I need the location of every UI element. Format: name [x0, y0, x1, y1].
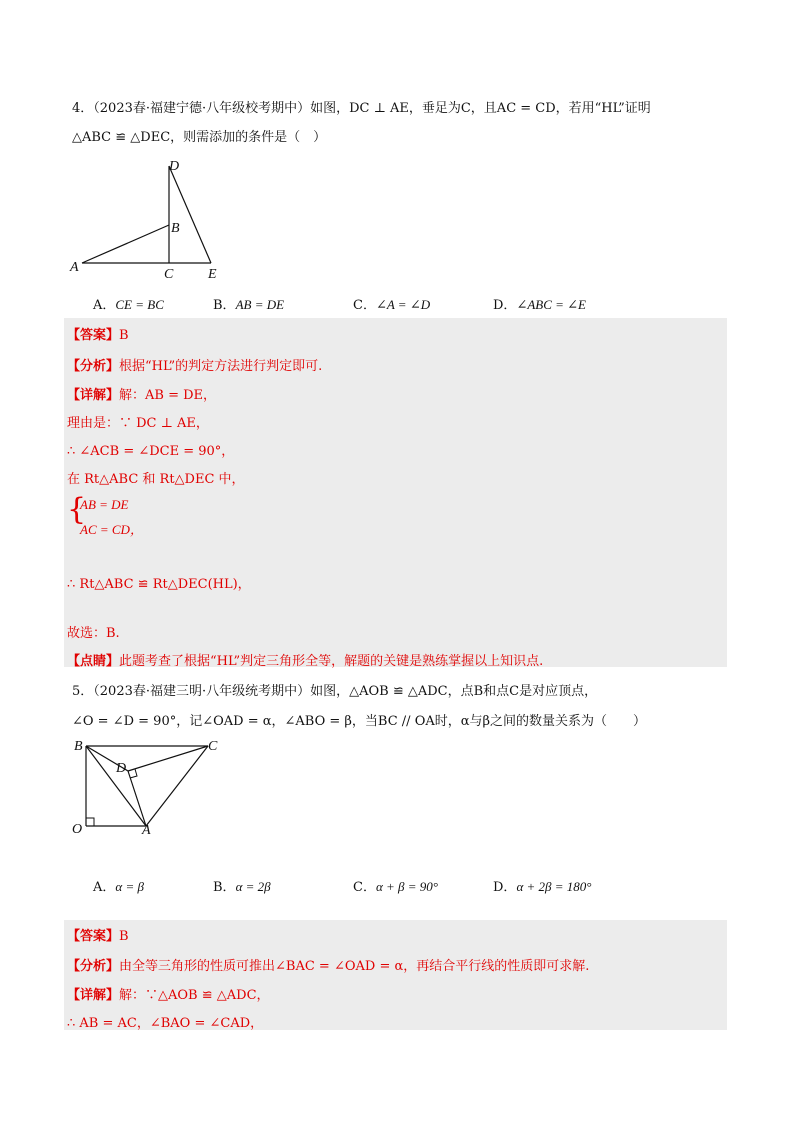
q4-label-c: C	[164, 267, 174, 282]
q4-label-e: E	[208, 267, 217, 282]
q4-detail-line2: 理由是：∵ DC ⊥ AE，	[67, 416, 209, 431]
q5-label-b: B	[74, 739, 83, 754]
q5-option-a: A．α = β	[93, 879, 144, 895]
q4-figure	[60, 152, 240, 282]
q4-detail-line1: 【详解】解：AB = DE，	[67, 388, 217, 403]
q4-analysis: 【分析】根据“HL”的判定方法进行判定即可.	[67, 359, 323, 374]
q5-label-d: D	[116, 761, 127, 776]
q4-label-b: B	[171, 221, 180, 236]
q5-label-o: O	[72, 822, 83, 837]
q5-label-a: A	[142, 823, 151, 838]
q4-option-a: A．CE = BC	[93, 297, 164, 313]
q4-detail-line5: ∴ Rt△ABC ≌ Rt△DEC(HL)，	[67, 577, 251, 592]
q4-label-a: A	[70, 260, 79, 275]
q5-answer: 【答案】B	[67, 929, 129, 944]
q4-option-c: C．∠A = ∠D	[353, 297, 431, 313]
q5-label-c: C	[208, 739, 218, 754]
q5-option-b: B．α = 2β	[213, 879, 271, 895]
q4-system-line1: AB = DE	[80, 497, 129, 512]
q4-option-b: B．AB = DE	[213, 297, 285, 313]
q5-analysis: 【分析】由全等三角形的性质可推出∠BAC = ∠OAD = α，再结合平行线的性质即可求解.	[67, 959, 590, 974]
q4-system-line2: AC = CD，	[80, 522, 143, 537]
q4-detail-line3: ∴ ∠ACB = ∠DCE = 90°，	[67, 444, 235, 459]
q4-system-brace: {	[67, 492, 87, 527]
q4-detail-line4: 在 Rt△ABC 和 Rt△DEC 中，	[67, 472, 245, 487]
q4-label-d: D	[169, 159, 180, 174]
q5-option-d: D．α + 2β = 180°	[493, 879, 592, 895]
q5-stem-line1: 5．（2023春·福建三明·八年级统考期中）如图，△AOB ≌ △ADC，点B和点C是对应顶点，	[72, 684, 598, 699]
q4-stem-line2: △ABC ≌ △DEC，则需添加的条件是（ ）	[72, 130, 327, 145]
q4-stem-line1: 4．（2023春·福建宁德·八年级校考期中）如图，DC ⊥ AE，垂足为C，且AC = CD，若用“HL”证明	[72, 101, 651, 116]
q5-detail-line1: 【详解】解：∵△AOB ≌ △ADC，	[67, 988, 270, 1003]
q4-detail-line6: 故选：B.	[67, 626, 120, 641]
q5-stem-line2: ∠O = ∠D = 90°，记∠OAD = α，∠ABO = β，当BC // OA时，α与β之间的数量关系为（ ）	[72, 714, 647, 729]
q4-comment: 【点睛】此题考查了根据“HL”判定三角形全等，解题的关键是熟练掌握以上知识点.	[67, 654, 544, 669]
q5-detail-line2: ∴ AB = AC，∠BAO = ∠CAD，	[67, 1016, 264, 1031]
q5-option-c: C．α + β = 90°	[353, 879, 438, 895]
q4-option-d: D．∠ABC = ∠E	[493, 297, 586, 313]
q4-answer: 【答案】B	[67, 328, 129, 343]
q5-figure	[66, 734, 236, 838]
